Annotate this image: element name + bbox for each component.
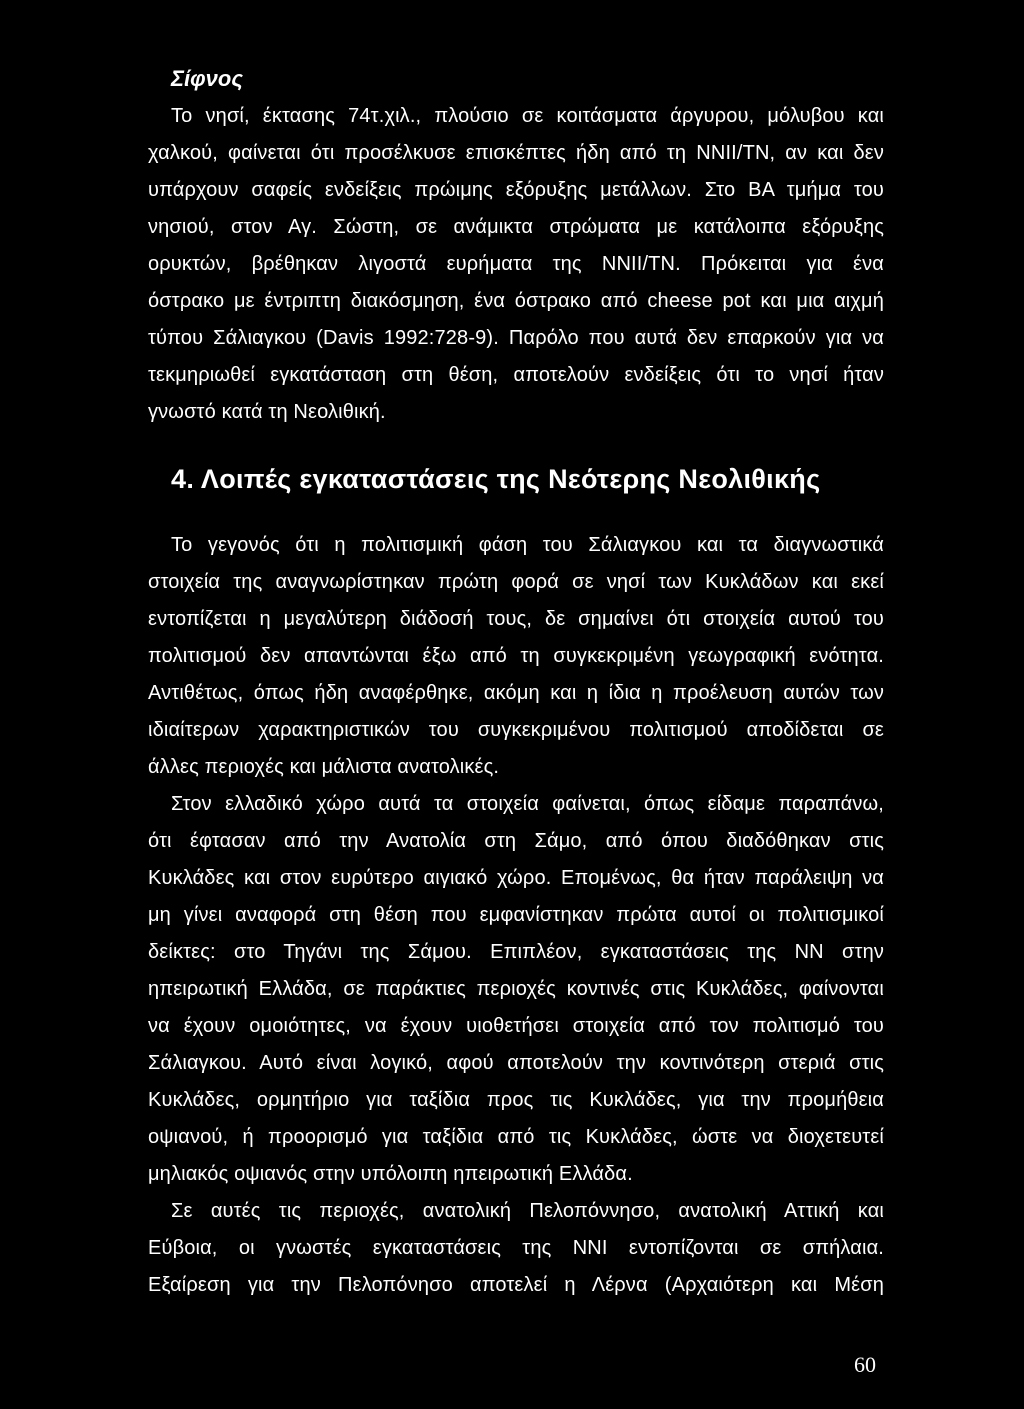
text-line: Σε αυτές τις περιοχές, ανατολική Πελοπόννησο, ανατολική Αττική και <box>171 1200 884 1222</box>
text-line: τεκμηριωθεί εγκατάσταση στη θέση, αποτελούν ενδείξεις ότι το νησί ήταν <box>148 364 884 386</box>
section-title: 4. Λοιπές εγκαταστάσεις της Νεότερης Νεολιθικής <box>171 464 821 494</box>
text-line: γνωστό κατά τη Νεολιθική. <box>148 401 386 423</box>
text-line: να έχουν ομοιότητες, να έχουν υιοθετήσει στοιχεία από τον πολιτισμό του <box>148 1015 884 1037</box>
text-line: οψιανού, ή προορισμό για ταξίδια από τις Κυκλάδες, ώστε να διοχετευτεί <box>148 1126 884 1148</box>
page-number: 60 <box>854 1352 876 1377</box>
text-line: μη γίνει αναφορά στη θέση που εμφανίστηκαν πρώτα αυτοί οι πολιτισμικοί <box>148 904 884 926</box>
text-line: Εξαίρεση για την Πελοπόνησο αποτελεί η Λέρνα (Αρχαιότερη και Μέση <box>148 1274 884 1296</box>
text-line: μηλιακός οψιανός στην υπόλοιπη ηπειρωτική Ελλάδα. <box>148 1163 633 1185</box>
text-line: Κυκλάδες, ορμητήριο για ταξίδια προς τις Κυκλάδες, για την προμήθεια <box>148 1089 884 1111</box>
text-line: τύπου Σάλιαγκου (Davis 1992:728-9). Παρόλο που αυτά δεν επαρκούν για να <box>148 327 884 349</box>
text-line: δείκτες: στο Τηγάνι της Σάμου. Επιπλέον, εγκαταστάσεις της ΝΝ στην <box>148 941 884 963</box>
text-line: Αντιθέτως, όπως ήδη αναφέρθηκε, ακόμη και η ίδια η προέλευση αυτών των <box>148 682 884 704</box>
text-line: νησιού, στον Αγ. Σώστη, σε ανάμικτα στρώματα με κατάλοιπα εξόρυξης <box>148 216 884 238</box>
text-line: ορυκτών, βρέθηκαν λιγοστά ευρήματα της ΝΝΙΙ/ΤΝ. Πρόκειται για ένα <box>148 253 884 275</box>
text-line: ηπειρωτική Ελλάδα, σε παράκτιες περιοχές κοντινές στις Κυκλάδες, φαίνονται <box>148 978 884 1000</box>
text-line: στοιχεία της αναγνωρίστηκαν πρώτη φορά σε νησί των Κυκλάδων και εκεί <box>148 571 884 593</box>
text-line: ότι έφτασαν από την Ανατολία στη Σάμο, από όπου διαδόθηκαν στις <box>148 830 884 852</box>
section-heading-sifnos: Σίφνος <box>171 66 243 91</box>
text-line: ιδιαίτερων χαρακτηριστικών του συγκεκριμένου πολιτισμού αποδίδεται σε <box>148 719 884 741</box>
text-line: Εύβοια, οι γνωστές εγκαταστάσεις της ΝΝΙ εντοπίζονται σε σπήλαια. <box>148 1237 884 1259</box>
text-line: Το γεγονός ότι η πολιτισμική φάση του Σάλιαγκου και τα διαγνωστικά <box>171 534 884 556</box>
text-line: πολιτισμού δεν απαντώνται έξω από τη συγκεκριμένη γεωγραφική ενότητα. <box>148 645 884 667</box>
text-line: Το νησί, έκτασης 74τ.χιλ., πλούσιο σε κοιτάσματα άργυρου, μόλυβου και <box>171 105 884 127</box>
text-line: χαλκού, φαίνεται ότι προσέλκυσε επισκέπτες ήδη από τη ΝΝΙΙ/ΤΝ, αν και δεν <box>148 142 884 164</box>
text-line: Κυκλάδες και στον ευρύτερο αιγιακό χώρο. Επομένως, θα ήταν παράλειψη να <box>148 867 884 889</box>
text-line: υπάρχουν σαφείς ενδείξεις πρώιμης εξόρυξης μετάλλων. Στο ΒΑ τμήμα του <box>148 179 884 201</box>
text-line: όστρακο με έντριπτη διακόσμηση, ένα όστρακο από cheese pot και μια αιχμή <box>148 290 884 312</box>
text-line: άλλες περιοχές και μάλιστα ανατολικές. <box>148 756 500 778</box>
text-line: εντοπίζεται η μεγαλύτερη διάδοσή τους, δε σημαίνει ότι στοιχεία αυτού του <box>148 608 884 630</box>
text-line: Σάλιαγκου. Αυτό είναι λογικό, αφού αποτελούν την κοντινότερη στεριά στις <box>148 1052 884 1074</box>
text-line: Στον ελλαδικό χώρο αυτά τα στοιχεία φαίνεται, όπως είδαμε παραπάνω, <box>171 793 884 815</box>
